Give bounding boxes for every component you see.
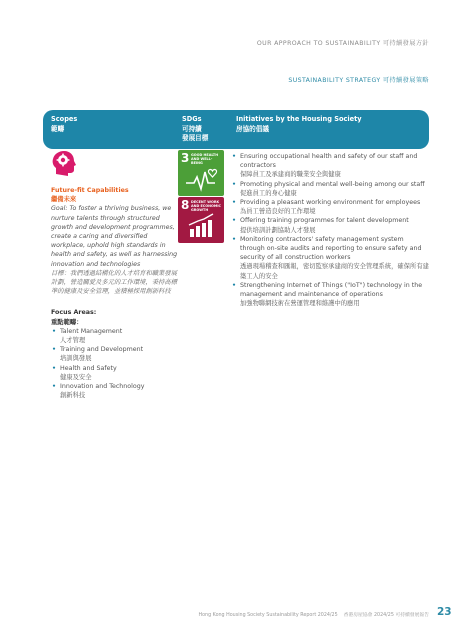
scope-goal-cn: 目標：我們透過結構化的人才培育和職業發展計劃，營造關愛及多元的工作環境，秉持高標準的健康及安全管理，並積極採用創新科技	[51, 269, 177, 296]
list-item: • Training and Development 培訓與發展	[51, 345, 179, 363]
section-header: OUR APPROACH TO SUSTAINABILITY 可持續發展方針	[256, 40, 429, 47]
scope-title-en: Future-fit Capabilities	[51, 187, 129, 194]
subsection-header: SUSTAINABILITY STRATEGY 可持續發展策略	[288, 77, 429, 84]
head-gear-icon	[50, 150, 76, 176]
list-item: • Health and Safety 健康及安全	[51, 364, 179, 382]
list-item: • Innovation and Technology 創新科技	[51, 382, 179, 400]
scopes-column-header: Scopes 範疇	[51, 115, 78, 133]
page-number: 23	[437, 606, 452, 618]
footer-title-en: Hong Kong Housing Society Sustainability Report 2024/25	[198, 613, 338, 618]
sdg-number: 3	[181, 151, 190, 165]
list-item: • Talent Management 人才管理	[51, 327, 179, 345]
page-footer	[199, 611, 429, 618]
initiatives-list	[231, 152, 429, 308]
list-item: • Offering training programmes for talent development 提供培訓計劃協助人才發展	[231, 216, 429, 234]
sdg-title: GOOD HEALTH AND WELL-BEING	[191, 153, 219, 165]
scope-title-cn: 繼備未來	[51, 196, 77, 204]
sdg-number: 8	[181, 198, 190, 212]
list-item: • Strengthening Internet of Things ("IoT") technology in the management and maintenance of operations 加強物聯網技術在營運管理和維護中的應用	[231, 281, 429, 309]
sdg-8-tile	[178, 197, 224, 243]
sdg-3-tile	[178, 150, 224, 196]
list-item: • Promoting physical and mental well-being among our staff 促進員工的身心健康	[231, 180, 429, 198]
initiatives-column-header: Initiatives by the Housing Society 房協的倡議	[236, 115, 362, 133]
list-item: • Ensuring occupational health and safety of our staff and contractors 保障員工及承建商的職業安全與健康	[231, 152, 429, 180]
focus-areas-heading-en: Focus Areas:	[51, 309, 97, 317]
sdg-title: DECENT WORK AND ECONOMIC GROWTH	[191, 200, 221, 212]
list-item: • Monitoring contractors' safety management system through on-site audits and reporting to ensure safety and security of all construction workers 透過現場稽查和匯報，密切監察承建商的安全管理系統，確保所有建築工人的安全	[231, 235, 429, 281]
sdgs-column-header: SDGs 可持續 發展目標	[182, 115, 209, 142]
table-header-band	[43, 110, 429, 149]
heartbeat-icon	[178, 150, 224, 196]
scope-cell	[51, 186, 179, 400]
scope-goal-en: Goal: To foster a thriving business, we nurture talents through structured growth and development programmes, create a caring and diversified workplace, uphold high standards in health and safety, as well as harnessing innovation and technologies	[51, 205, 178, 268]
focus-areas-list	[51, 327, 179, 401]
growth-chart-icon	[178, 197, 224, 243]
focus-areas-heading-cn: 重點範疇：	[51, 318, 83, 326]
footer-title-cn: 香港房屋協會 2024/25 可持續發展報告	[343, 613, 429, 618]
initiatives-cell	[231, 152, 429, 308]
list-item: • Providing a pleasant working environment for employees 為員工營造良好的工作環境	[231, 198, 429, 216]
